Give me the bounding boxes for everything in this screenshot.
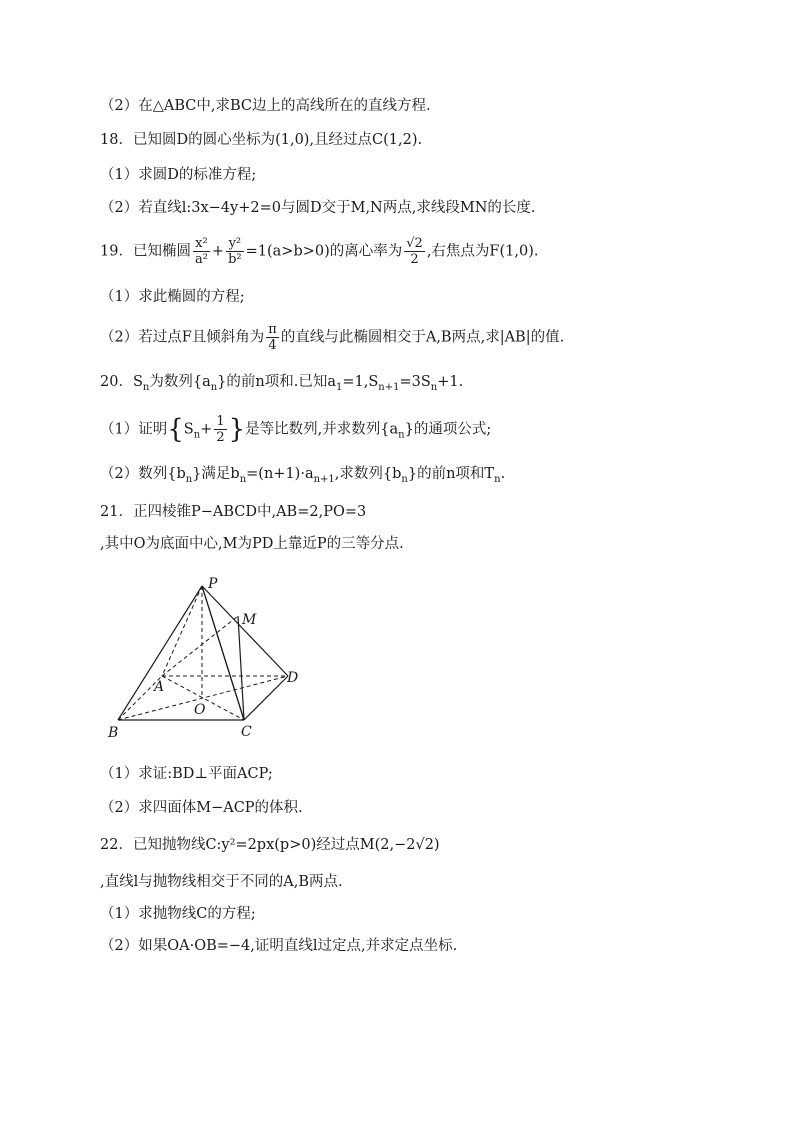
q20-text-a: 20．S (100, 374, 143, 390)
q20-2-d: ,求数列{b (334, 466, 402, 482)
line-q18-part1: （1）求圆D的标准方程; (100, 167, 257, 183)
frac-num: √2 (406, 236, 423, 251)
q20-text-f: +1. (437, 374, 464, 390)
edge-PB (118, 586, 202, 720)
q19-suffix: ,右焦点为F(1,0). (426, 243, 539, 260)
frac-num: 1 (216, 414, 225, 429)
label-D: D (287, 670, 299, 686)
frac-pi-4 (266, 322, 279, 353)
edge-CD (244, 676, 288, 720)
line-q20-part2 (100, 464, 794, 490)
q19-2-suffix: 的直线与此椭圆相交于A,B两点,求|AB|的值. (280, 329, 565, 346)
sub-n: n (398, 429, 405, 441)
line-q21-b: ,其中O为底面中心,M为PD上靠近P的三等分点. (100, 536, 404, 552)
q20-1-text: 是等比数列,并求数列{a (245, 421, 399, 438)
q19-prefix: 19．已知椭圆 (100, 243, 191, 260)
line-q20 (100, 372, 794, 398)
sub-n: n (401, 473, 408, 485)
q20-2-c: =(n+1)·a (246, 466, 314, 482)
label-M: M (242, 612, 257, 628)
edge-PD (202, 586, 288, 676)
edge-AM (162, 616, 238, 676)
frac-num: y² (226, 236, 244, 252)
sub-n: n (239, 473, 247, 485)
line-q19-part1: （1）求此椭圆的方程; (100, 289, 245, 305)
q20-text-c: }的前n项和.已知a (217, 374, 336, 390)
frac-num: x² (193, 236, 210, 252)
line-q22-part2: （2）如果OA·OB=−4,证明直线l过定点,并求定点坐标. (100, 938, 458, 954)
label-P: P (208, 576, 218, 592)
line-q20-part1: （1）证明{$S_n+$ $\frac{1}{2}$ }是等比数列,并求数列$\{a_n\}$的通项公式; (100, 414, 492, 445)
sub-n: n (430, 381, 438, 393)
sub-n: n (193, 429, 201, 441)
q20-text-d: =1,S (342, 374, 379, 390)
label-C: C (241, 724, 252, 740)
q19-2-prefix: （2）若过点F且倾斜角为 (100, 329, 265, 346)
label-A: A (154, 679, 165, 695)
q20-2-e: }的前n项和T (407, 466, 495, 482)
sub-1: 1 (336, 381, 343, 393)
frac-x2-a2 (193, 236, 210, 267)
frac-den: b² (228, 252, 242, 267)
q20-1-end: }的通项公式; (404, 421, 492, 438)
line-q22: 22．已知抛物线C:y²=2px(p>0)经过点M(2,−2√2) (100, 837, 440, 853)
q20-2-f: . (500, 466, 506, 482)
q19-equation: =1(a>b>0)的离心率为 (245, 243, 403, 260)
sub-n: n (185, 473, 193, 485)
q20-2-a: （2）数列{b (100, 466, 186, 482)
q20-text-e: =3S (399, 374, 431, 390)
label-O: O (194, 702, 206, 718)
line-q18: 18．已知圆D的圆心坐标为(1,0),且经过点C(1,2). (100, 132, 423, 148)
frac-den: 2 (216, 430, 225, 445)
line-q18-part2: （2）若直线l:3x−4y+2=0与圆D交于M,N两点,求线段MN的长度. (100, 200, 536, 216)
edge-PA (162, 586, 202, 676)
sub-n: n (210, 381, 218, 393)
line-q21-part2: （2）求四面体M−ACP的体积. (100, 800, 303, 816)
line-q19-part2 (100, 322, 794, 353)
label-B: B (108, 725, 119, 741)
frac-sqrt2-2 (404, 236, 425, 267)
pyramid-figure (104, 574, 304, 744)
frac-den: a² (194, 252, 208, 267)
frac-den: 4 (268, 338, 277, 353)
left-brace: { (167, 414, 184, 445)
sub-n: n (142, 381, 150, 393)
frac-num: π (268, 322, 277, 337)
frac-y2-b2 (226, 236, 244, 267)
sub-n1: n+1 (378, 381, 400, 393)
line-q22-part1: （1）求抛物线C的方程; (100, 906, 256, 922)
edge-PC2 (202, 586, 244, 720)
q20-2-b: }满足b (192, 466, 240, 482)
line-q19: 19．已知椭圆 $\frac{\text{x²}}{\text{a²}}$ + $\frac{\text{y²}}{\text{b²}}$ =1(a>b>0)的离心率为 $\frac{√2}{2}$ ,右焦点为F(1,0). (100, 236, 539, 267)
q20-1-prefix: （1）证明 (100, 421, 168, 438)
frac-1-2 (214, 414, 226, 445)
q20-text-b: 为数列{a (149, 374, 211, 390)
line-q22-b: ,直线l与抛物线相交于不同的A,B两点. (100, 874, 343, 890)
line-q17-part2: （2）在△ABC中,求BC边上的高线所在的直线方程. (100, 98, 431, 114)
sub-n: n (494, 473, 501, 485)
line-q21-part1: （1）求证:BD⊥平面ACP; (100, 766, 273, 782)
sub-n1: n+1 (313, 473, 335, 485)
line-q21: 21．正四棱锥P−ABCD中,AB=2,PO=3 (100, 504, 367, 520)
frac-den: 2 (410, 252, 419, 267)
right-brace: } (228, 414, 246, 445)
